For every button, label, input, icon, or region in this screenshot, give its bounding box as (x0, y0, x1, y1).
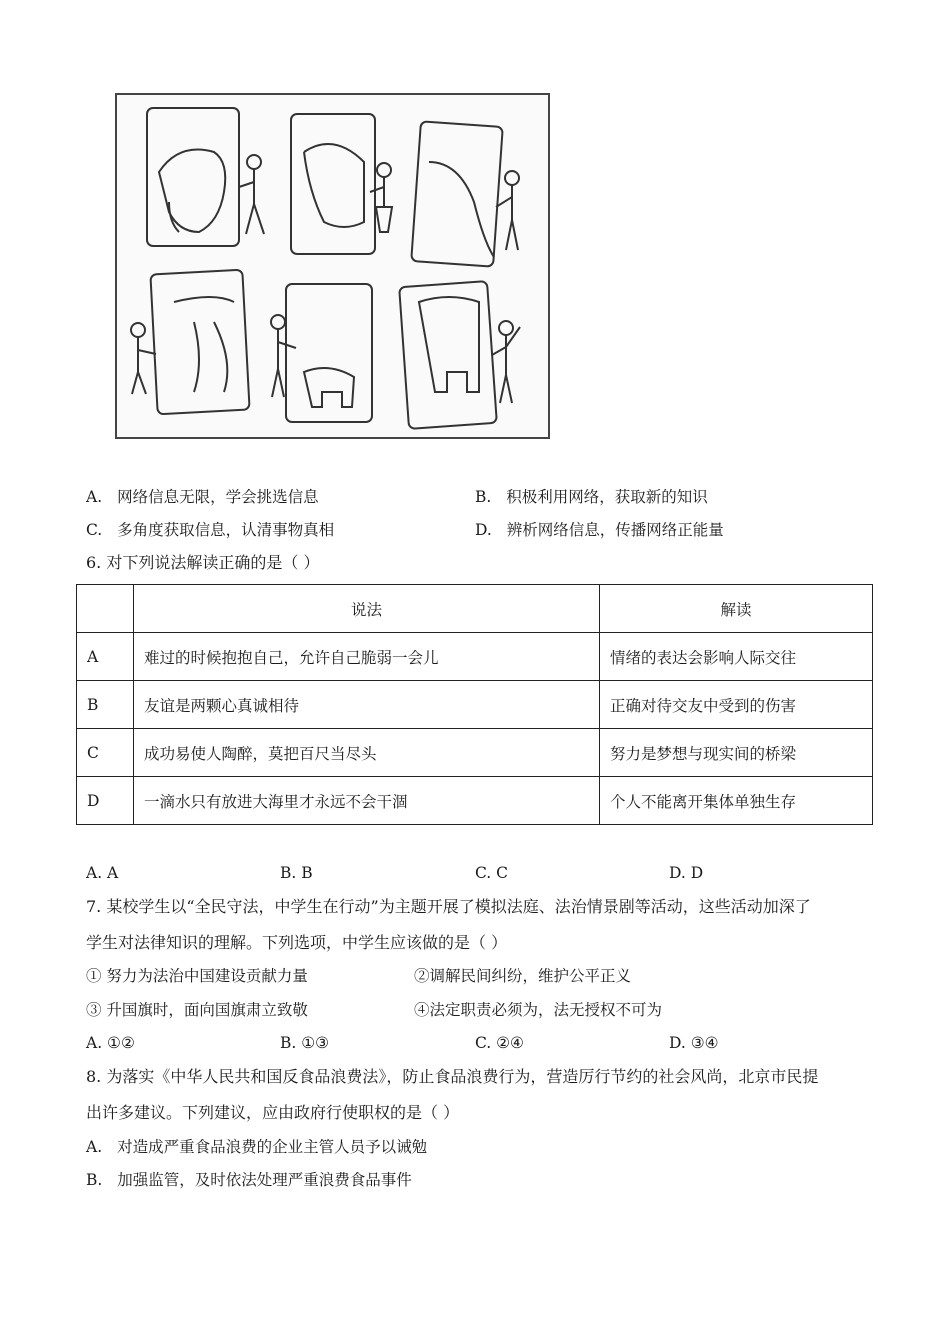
table-cell-reading: 个人不能离开集体单独生存 (600, 777, 873, 825)
q5-option-b-text: 积极利用网络，获取新的知识 (506, 488, 708, 506)
q5-option-d-text: 辨析网络信息，传播网络正能量 (506, 521, 724, 539)
table-header-reading: 解读 (600, 585, 873, 633)
q8-stem-line2: 出许多建议。下列建议，应由政府行使职权的是（ ） (86, 1103, 460, 1122)
q8-option-a-letter: A. (86, 1138, 103, 1156)
q7-stem-line1: 7. 某校学生以“全民守法，中学生在行动”为主题开展了模拟法庭、法治情景剧等活动，这些活动加深了 (86, 897, 811, 916)
table-cell-letter: B (77, 681, 134, 729)
q6-option-a[interactable]: A. A (86, 864, 119, 882)
q8-stem-line1: 8. 为落实《中华人民共和国反食品浪费法》，防止食品浪费行为，营造厉行节约的社会风尚，北京市民提 (86, 1067, 819, 1086)
table-row (77, 777, 873, 825)
q5-option-c[interactable] (86, 520, 334, 540)
q7-item-1: ① 努力为法治中国建设贡献力量 (86, 967, 308, 985)
q5-option-d-letter: D. (475, 521, 492, 539)
q5-option-c-letter: C. (86, 521, 103, 539)
q5-option-b[interactable] (475, 487, 708, 507)
table-cell-saying: 友谊是两颗心真诚相待 (134, 681, 600, 729)
table-cell-saying: 一滴水只有放进大海里才永远不会干涸 (134, 777, 600, 825)
table-header-corner (77, 585, 134, 633)
table-cell-reading: 努力是梦想与现实间的桥梁 (600, 729, 873, 777)
table-header-row (77, 585, 873, 633)
q7-option-b[interactable]: B. ①③ (280, 1034, 330, 1052)
q7-item-3: ③ 升国旗时，面向国旗肃立致敬 (86, 1001, 308, 1019)
q5-option-d[interactable] (475, 520, 724, 540)
table-cell-saying: 难过的时候抱抱自己，允许自己脆弱一会儿 (134, 633, 600, 681)
q8-option-b[interactable] (86, 1170, 412, 1190)
q7-option-c[interactable]: C. ②④ (475, 1034, 524, 1052)
table-row (77, 633, 873, 681)
q8-option-b-text: 加强监管，及时依法处理严重浪费食品事件 (117, 1171, 412, 1189)
table-cell-reading: 正确对待交友中受到的伤害 (600, 681, 873, 729)
q5-option-c-text: 多角度获取信息，认清事物真相 (117, 521, 335, 539)
table-cell-letter: D (77, 777, 134, 825)
q6-table (76, 584, 873, 825)
q8-option-a-text: 对造成严重食品浪费的企业主管人员予以诫勉 (117, 1138, 428, 1156)
q6-stem: 6. 对下列说法解读正确的是（ ） (86, 553, 320, 572)
q6-option-b[interactable]: B. B (280, 864, 313, 882)
table-cell-reading: 情绪的表达会影响人际交往 (600, 633, 873, 681)
q7-item-2: ②调解民间纠纷，维护公平正义 (414, 967, 632, 985)
q5-option-a-text: 网络信息无限，学会挑选信息 (117, 488, 319, 506)
table-row (77, 681, 873, 729)
q8-option-b-letter: B. (86, 1171, 103, 1189)
q7-option-a[interactable]: A. ①② (86, 1034, 135, 1052)
table-cell-letter: A (77, 633, 134, 681)
table-header-saying: 说法 (134, 585, 600, 633)
table-cell-letter: C (77, 729, 134, 777)
q7-option-d[interactable]: D. ③④ (669, 1034, 719, 1052)
q7-item-4: ④法定职责必须为，法无授权不可为 (414, 1001, 663, 1019)
q5-option-a[interactable] (86, 487, 319, 507)
q6-option-c[interactable]: C. C (475, 864, 509, 882)
q5-option-a-letter: A. (86, 488, 103, 506)
q8-option-a[interactable] (86, 1137, 427, 1157)
table-cell-saying: 成功易使人陶醉，莫把百尺当尽头 (134, 729, 600, 777)
q6-option-d[interactable]: D. D (669, 864, 704, 882)
comic-elephant-phones-image (114, 92, 551, 440)
q5-option-b-letter: B. (475, 488, 492, 506)
table-row (77, 729, 873, 777)
q7-stem-line2: 学生对法律知识的理解。下列选项，中学生应该做的是（ ） (86, 933, 508, 952)
